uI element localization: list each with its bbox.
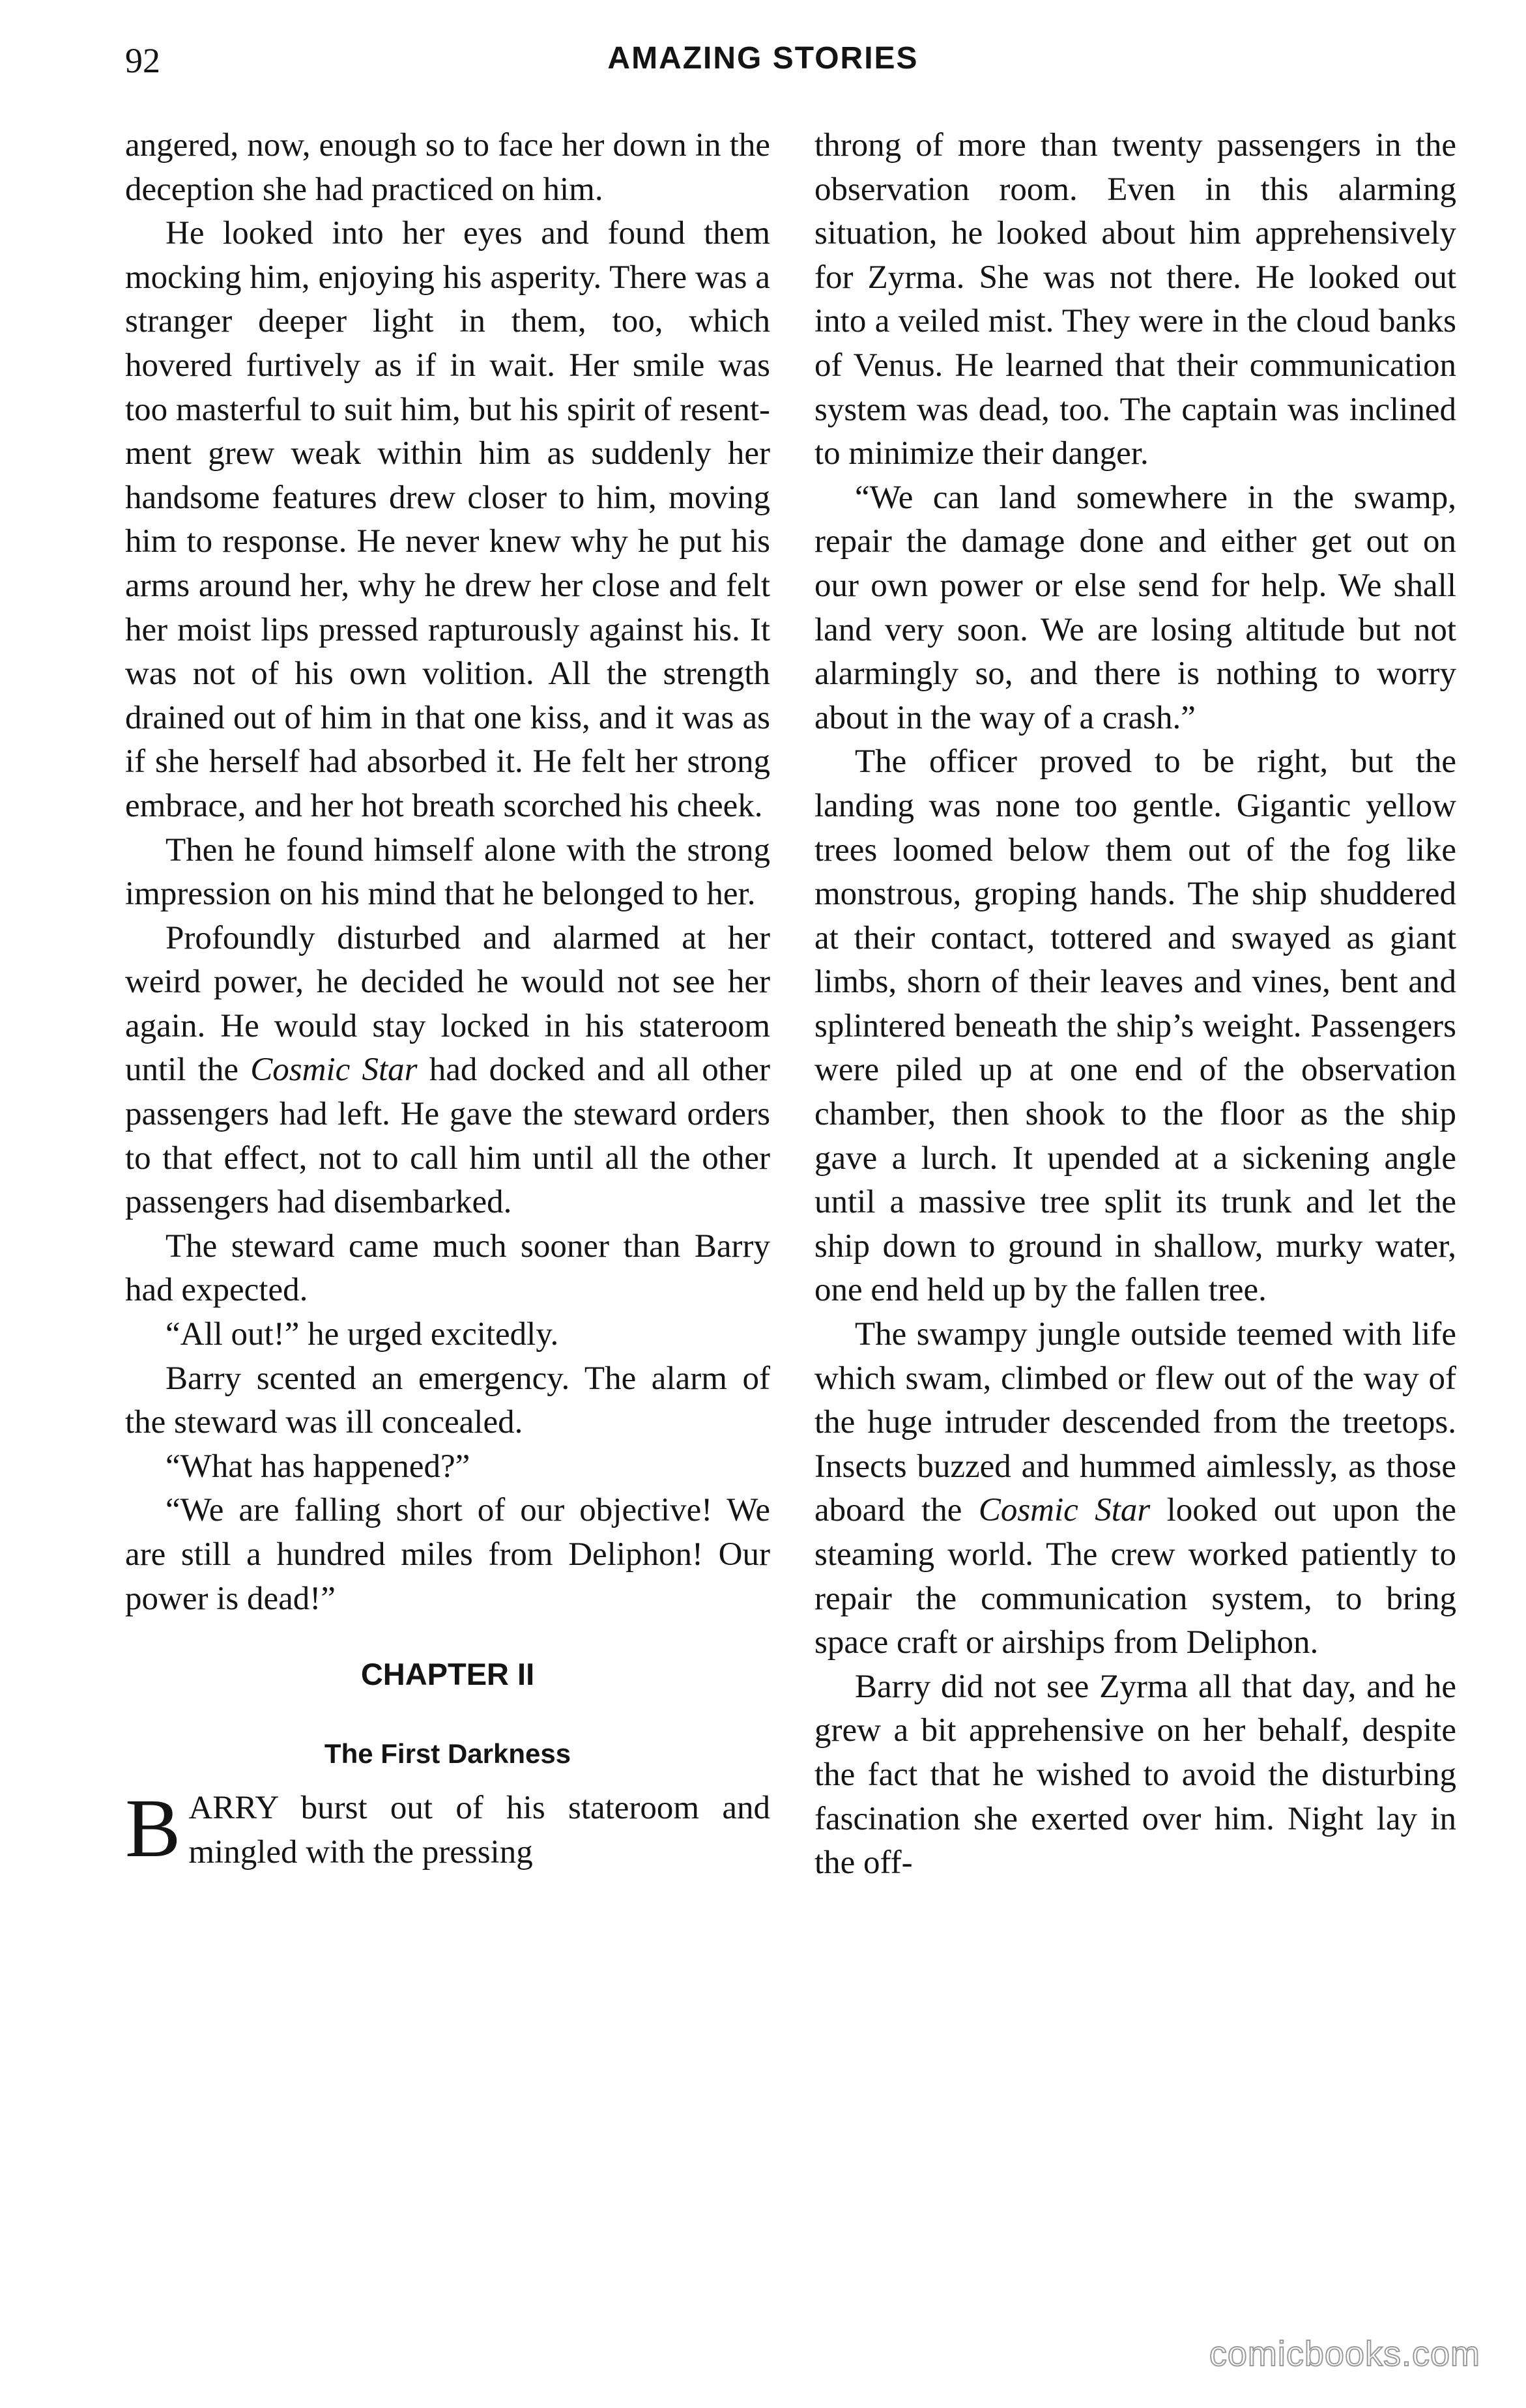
ship-name: Cosmic Star [250, 1052, 418, 1089]
paragraph [125, 917, 770, 1225]
paragraph: “All out!” he urged excitedly. [166, 1316, 559, 1353]
chapter-subtitle: The First Darkness [324, 1738, 571, 1770]
left-column [125, 124, 770, 1874]
watermark: comicbooks.com [1209, 2334, 1480, 2373]
paragraph: “We can land somewhere in the swamp, repair the damage done and either get out on our own power or else send for help. We shall land very soon. We are losing altitude but not alarmingly so, and there is nothing to worry about in the way of a crash.” [814, 479, 1456, 736]
text-run: had docked and all other passengers had left. He gave the steward orders to that effect, not to call him until all the other passengers had disembarked. [125, 1052, 770, 1221]
paragraph: Barry did not see Zyrma all that day, and he grew a bit apprehensive on her behalf, despite the fact that he wished to avoid the disturbing fascination she exerted over him. Night lay in the off- [814, 1668, 1456, 1882]
text-run: ARRY burst out of his stateroom and mingled with the pressing [188, 1790, 770, 1870]
paragraph: angered, now, enough so to face her down in the deception she had practiced on him. [125, 127, 770, 208]
paragraph [125, 1782, 770, 1875]
text-run: The swampy jungle outside teemed with life which swam, climbed or flew out of the way of the huge intruder descended from the treetops. Insects buzzed and hummed aimlessly, as those aboard the [814, 1316, 1456, 1529]
paragraph: “We are falling short of our objective! We are still a hundred miles from Deliphon! Our power is dead!” [125, 1492, 770, 1617]
right-column [814, 124, 1456, 1885]
text-run: looked out upon the steaming world. The crew worked patiently to repair the communication system, to bring space craft or airships from Deliphon. [814, 1492, 1456, 1661]
text-run: Profoundly disturbed and alarmed at her weird power, he decided he would not see her again. He would stay locked in his stateroom until the [125, 919, 770, 1089]
ship-name: Cosmic Star [978, 1492, 1151, 1529]
drop-cap: B [125, 1782, 181, 1875]
paragraph: Barry scented an emergency. The alarm of the steward was ill concealed. [125, 1360, 770, 1441]
paragraph: throng of more than twenty passengers in the observation room. Even in this alarming situation, he looked about him apprehensively for Zyrma. She was not there. He looked out into a veiled mist. They were in the cloud banks of Venus. He learned that their communication system was dead, too. The captain was inclined to minimize their danger. [814, 127, 1456, 472]
paragraph: Then he found himself alone with the strong impression on his mind that he belonged to her. [125, 831, 770, 913]
paragraph: The officer proved to be right, but the landing was none too gentle. Gigantic yellow trees loomed below them out of the fog like monstrous, groping hands. The ship shuddered at their contact, tottered and swayed as giant limbs, shorn of their leaves and vines, bent and splintered beneath the ship’s weight. Passengers were piled up at one end of the observation chamber, then shook to the floor as the ship gave a lurch. It upended at a sickening angle until a massive tree split its trunk and let the ship down to ground in shallow, murky water, one end held up by the fallen tree. [814, 743, 1456, 1309]
paragraph: He looked into her eyes and found them mocking him, enjoying his asperity. There was a stranger deeper light in them, too, which hovered furtively as if in wait. Her smile was too masterful to suit him, but his spirit of resentment grew weak within him as suddenly her handsome features drew closer to him, moving him to response. He never knew why he put his arms around her, why he drew her close and felt her moist lips pressed rapturously against his. It was not of his own volition. All the strength drained out of him in that one kiss, and it was as if she herself had absorbed it. He felt her strong embrace, and her hot breath scorched his cheek. [125, 215, 770, 824]
chapter-title: CHAPTER II [360, 1657, 535, 1692]
page-number: 92 [125, 41, 160, 80]
running-title: AMAZING STORIES [607, 41, 919, 76]
paragraph: “What has happened?” [166, 1448, 470, 1485]
paragraph: The steward came much sooner than Barry had expected. [125, 1227, 770, 1309]
paragraph [814, 1313, 1456, 1665]
page-header [0, 40, 1526, 86]
